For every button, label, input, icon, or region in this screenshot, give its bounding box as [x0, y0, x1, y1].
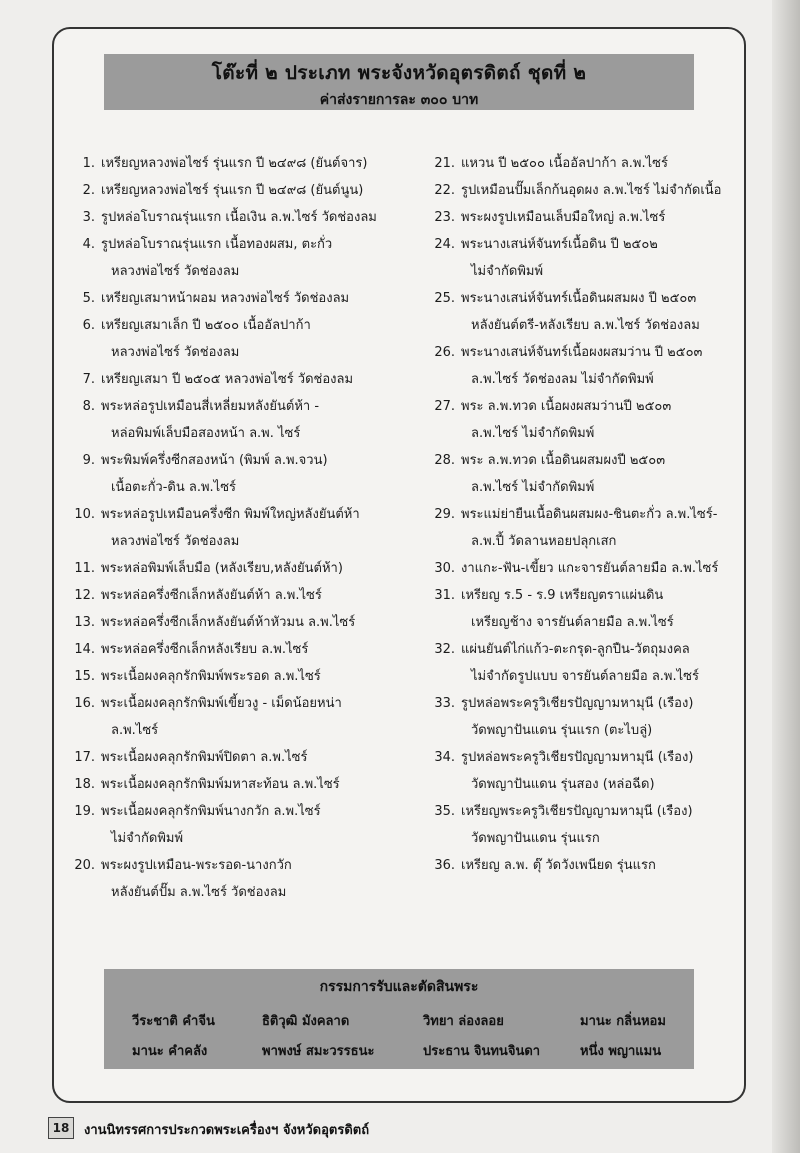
- list-item: [432, 339, 762, 366]
- list-item: [72, 312, 422, 339]
- item-text: เหรียญ ล.พ. ตุ๊ วัดวังเพนียด รุ่นแรก: [461, 858, 656, 873]
- list-item: [432, 366, 762, 393]
- committee-name: ธิติวุฒิ มังคลาด: [262, 1014, 350, 1029]
- item-number: 19.: [74, 804, 95, 819]
- item-text: แหวน ปี ๒๕๐๐ เนื้ออัลปาก้า ล.พ.ไซร์: [461, 156, 668, 171]
- item-text: รูปหล่อโบราณรุ่นแรก เนื้อทองผสม, ตะกั่ว: [101, 237, 333, 252]
- committee-name: ประธาน จินทนจินดา: [423, 1044, 541, 1059]
- footer-text: งานนิทรรศการประกวดพระเครื่องฯ จังหวัดอุตรดิตถ์: [84, 1123, 370, 1138]
- item-text: ล.พ.ไซร์ ไม่จำกัดพิมพ์: [471, 426, 595, 441]
- item-number: [432, 663, 461, 690]
- item-text: ล.พ.ไซร์ ไม่จำกัดพิมพ์: [471, 480, 595, 495]
- list-item: [72, 555, 422, 582]
- committee-name: วีระชาติ คำจีน: [132, 1014, 215, 1029]
- item-text: วัดพญาปันแดน รุ่นแรก (ตะไบลู่): [471, 723, 653, 738]
- item-number: 5.: [82, 291, 95, 306]
- item-text: หลวงพ่อไซร์ วัดช่องลม: [111, 534, 240, 549]
- list-item: [72, 366, 422, 393]
- list-item: [72, 474, 422, 501]
- item-number: 26.: [434, 345, 455, 360]
- item-number: 2.: [82, 183, 95, 198]
- list-item: [72, 609, 422, 636]
- list-item: [72, 258, 422, 285]
- item-text: พระหล่อครึ่งซีกเล็กหลังยันต์ห้าหัวมน ล.พ.ไซร์: [101, 615, 356, 630]
- item-text: พระหล่อรูปเหมือนครึ่งซีก พิมพ์ใหญ่หลังยันต์ห้า: [101, 507, 360, 522]
- list-item: [432, 393, 762, 420]
- item-number: 8.: [82, 399, 95, 414]
- item-number: 33.: [434, 696, 455, 711]
- item-list-right: [432, 150, 762, 879]
- item-text: พระแม่ย่ายืนเนื้อดินผสมผง-ชินตะกั่ว ล.พ.ไซร์-: [461, 507, 718, 522]
- list-item: [432, 474, 762, 501]
- item-text: ไม่จำกัดพิมพ์: [111, 831, 184, 846]
- item-number: 29.: [434, 507, 455, 522]
- list-item: [72, 231, 422, 258]
- item-number: 12.: [74, 588, 95, 603]
- item-text: งาแกะ-ฟัน-เขี้ยว แกะจารยันต์ลายมือ ล.พ.ไซร์: [461, 561, 719, 576]
- item-text: เหรียญ ร.5 - ร.9 เหรียญตราแผ่นดิน: [461, 588, 664, 603]
- item-number: 13.: [74, 615, 95, 630]
- item-text: พระเนื้อผงคลุกรักพิมพ์มหาสะท้อน ล.พ.ไซร์: [101, 777, 340, 792]
- list-item: [432, 717, 762, 744]
- committee-name: มานะ คำคลัง: [132, 1044, 208, 1059]
- item-number: 15.: [74, 669, 95, 684]
- list-item: [432, 663, 762, 690]
- item-number: [432, 609, 461, 636]
- item-number: [72, 879, 101, 906]
- item-text: พระเนื้อผงคลุกรักพิมพ์ปิดตา ล.พ.ไซร์: [101, 750, 308, 765]
- item-number: [432, 420, 461, 447]
- item-number: 30.: [434, 561, 455, 576]
- item-number: [432, 474, 461, 501]
- item-text: เหรียญเสมาหน้าผอม หลวงพ่อไซร์ วัดช่องลม: [101, 291, 350, 306]
- item-number: 14.: [74, 642, 95, 657]
- item-list-left: [72, 150, 422, 906]
- item-text: พระพิมพ์ครึ่งซีกสองหน้า (พิมพ์ ล.พ.จวน): [101, 453, 328, 468]
- item-number: 16.: [74, 696, 95, 711]
- item-number: [72, 474, 101, 501]
- item-text: พระนางเสน่ห์จันทร์เนื้อผงผสมว่าน ปี ๒๕๐๓: [461, 345, 703, 360]
- list-item: [72, 663, 422, 690]
- item-number: 18.: [74, 777, 95, 792]
- list-item: [72, 204, 422, 231]
- item-text: พระนางเสน่ห์จันทร์เนื้อดินผสมผง ปี ๒๕๐๓: [461, 291, 697, 306]
- list-item: [72, 447, 422, 474]
- item-text: พระเนื้อผงคลุกรักพิมพ์เขี้ยวงู - เม็ดน้อยหน่า: [101, 696, 342, 711]
- item-text: พระเนื้อผงคลุกรักพิมพ์นางกวัก ล.พ.ไซร์: [101, 804, 321, 819]
- item-number: [72, 339, 101, 366]
- item-number: [432, 528, 461, 555]
- list-item: [72, 690, 422, 717]
- item-text: รูปหล่อโบราณรุ่นแรก เนื้อเงิน ล.พ.ไซร์ วัดช่องลม: [101, 210, 377, 225]
- item-number: 35.: [434, 804, 455, 819]
- list-item: [72, 771, 422, 798]
- list-item: [72, 717, 422, 744]
- item-number: 25.: [434, 291, 455, 306]
- item-text: พระหล่อครึ่งซีกเล็กหลังเรียบ ล.พ.ไซร์: [101, 642, 309, 657]
- item-text: พระเนื้อผงคลุกรักพิมพ์พระรอด ล.พ.ไซร์: [101, 669, 321, 684]
- item-text: หลวงพ่อไซร์ วัดช่องลม: [111, 345, 240, 360]
- list-item: [72, 150, 422, 177]
- item-number: 1.: [82, 156, 95, 171]
- item-text: เหรียญหลวงพ่อไซร์ รุ่นแรก ปี ๒๔๙๘ (ยันต์นูน): [101, 183, 364, 198]
- item-text: วัดพญาปันแดน รุ่นแรก: [471, 831, 600, 846]
- list-item: [432, 447, 762, 474]
- item-number: [72, 420, 101, 447]
- page-number: 18: [48, 1117, 74, 1139]
- item-number: 32.: [434, 642, 455, 657]
- item-text: เหรียญช้าง จารยันต์ลายมือ ล.พ.ไซร์: [471, 615, 674, 630]
- list-item: [432, 636, 762, 663]
- page-subtitle: ค่าส่งรายการละ ๓๐๐ บาท: [319, 92, 479, 108]
- list-item: [72, 420, 422, 447]
- list-item: [432, 285, 762, 312]
- item-text: พระนางเสน่ห์จันทร์เนื้อดิน ปี ๒๕๐๒: [461, 237, 658, 252]
- item-text: พระ ล.พ.ทวด เนื้อผงผสมว่านปี ๒๕๐๓: [461, 399, 672, 414]
- list-item: [72, 528, 422, 555]
- item-number: 7.: [82, 372, 95, 387]
- list-item: [432, 312, 762, 339]
- item-text: รูปเหมือนปั๊มเล็กก้นอุดผง ล.พ.ไซร์ ไม่จำกัดเนื้อ: [461, 183, 722, 198]
- item-text: ล.พ.ปี้ วัดลานหอยปลุกเสก: [471, 534, 617, 549]
- item-number: 4.: [82, 237, 95, 252]
- item-number: 20.: [74, 858, 95, 873]
- list-item: [72, 744, 422, 771]
- item-text: หลังยันต์ตรี-หลังเรียบ ล.พ.ไซร์ วัดช่องลม: [471, 318, 700, 333]
- item-text: พระหล่อครึ่งซีกเล็กหลังยันต์ห้า ล.พ.ไซร์: [101, 588, 322, 603]
- item-text: พระหล่อพิมพ์เล็บมือ (หลังเรียบ,หลังยันต์ห้า): [101, 561, 343, 576]
- item-text: ล.พ.ไซร์ วัดช่องลม ไม่จำกัดพิมพ์: [471, 372, 654, 387]
- page-title: โต๊ะที่ ๒ ประเภท พระจังหวัดอุตรดิตถ์ ชุดที่ ๒: [211, 62, 587, 84]
- committee-name: มานะ กลิ่นหอม: [580, 1014, 666, 1029]
- item-number: 3.: [82, 210, 95, 225]
- item-text: พระ ล.พ.ทวด เนื้อดินผสมผงปี ๒๕๐๓: [461, 453, 666, 468]
- list-item: [72, 177, 422, 204]
- list-item: [432, 501, 762, 528]
- item-number: 9.: [82, 453, 95, 468]
- page-edge-shadow: [772, 0, 800, 1153]
- item-text: หลวงพ่อไซร์ วัดช่องลม: [111, 264, 240, 279]
- item-text: รูปหล่อพระครูวิเชียรปัญญามหามุนี (เรือง): [461, 750, 694, 765]
- list-item: [432, 555, 762, 582]
- committee-name: พาพงษ์ สมะวรรธนะ: [262, 1044, 375, 1059]
- item-number: [72, 825, 101, 852]
- item-text: หลังยันต์ปั๊ม ล.พ.ไซร์ วัดช่องลม: [111, 885, 287, 900]
- item-text: เหรียญพระครูวิเชียรปัญญามหามุนี (เรือง): [461, 804, 693, 819]
- committee-title: กรรมการรับและตัดสินพระ: [319, 979, 479, 995]
- item-text: พระหล่อรูปเหมือนสี่เหลี่ยมหลังยันต์ห้า -: [101, 399, 320, 414]
- list-item: [432, 690, 762, 717]
- item-number: [72, 528, 101, 555]
- item-number: 28.: [434, 453, 455, 468]
- item-number: [72, 717, 101, 744]
- list-item: [432, 528, 762, 555]
- list-item: [72, 285, 422, 312]
- list-item: [72, 825, 422, 852]
- list-item: [72, 879, 422, 906]
- item-number: 34.: [434, 750, 455, 765]
- list-item: [432, 744, 762, 771]
- item-text: แผ่นยันต์ไก่แก้ว-ตะกรุด-ลูกปืน-วัตถุมงคล: [461, 642, 690, 657]
- list-item: [432, 852, 762, 879]
- list-item: [432, 420, 762, 447]
- item-text: วัดพญาปันแดน รุ่นสอง (หล่อฉีด): [471, 777, 655, 792]
- list-item: [72, 636, 422, 663]
- item-text: ไม่จำกัดพิมพ์: [471, 264, 544, 279]
- committee-name: หนึ่ง พญาแมน: [580, 1044, 662, 1059]
- item-text: ไม่จำกัดรูปแบบ จารยันต์ลายมือ ล.พ.ไซร์: [471, 669, 699, 684]
- item-text: ล.พ.ไซร์: [111, 723, 159, 738]
- item-number: 21.: [434, 156, 455, 171]
- committee-name: วิทยา ล่องลอย: [423, 1014, 504, 1029]
- list-item: [432, 609, 762, 636]
- item-number: 17.: [74, 750, 95, 765]
- item-text: พระผงรูปเหมือน-พระรอด-นางกวัก: [101, 858, 292, 873]
- list-item: [72, 852, 422, 879]
- item-text: เหรียญเสมาเล็ก ปี ๒๕๐๐ เนื้ออัลปาก้า: [101, 318, 311, 333]
- list-item: [432, 177, 762, 204]
- list-item: [432, 204, 762, 231]
- item-number: [432, 771, 461, 798]
- list-item: [432, 231, 762, 258]
- item-number: 11.: [74, 561, 95, 576]
- item-number: 22.: [434, 183, 455, 198]
- item-number: 24.: [434, 237, 455, 252]
- item-number: 6.: [82, 318, 95, 333]
- item-text: พระผงรูปเหมือนเล็บมือใหญ่ ล.พ.ไซร์: [461, 210, 666, 225]
- item-number: [432, 258, 461, 285]
- item-number: 31.: [434, 588, 455, 603]
- item-text: หล่อพิมพ์เล็บมือสองหน้า ล.พ. ไซร์: [111, 426, 301, 441]
- list-item: [72, 339, 422, 366]
- item-number: 23.: [434, 210, 455, 225]
- list-item: [72, 393, 422, 420]
- list-item: [432, 798, 762, 825]
- item-number: [432, 312, 461, 339]
- list-item: [72, 501, 422, 528]
- list-item: [432, 150, 762, 177]
- item-number: 10.: [74, 507, 95, 522]
- item-number: 27.: [434, 399, 455, 414]
- item-text: เหรียญเสมา ปี ๒๕๐๕ หลวงพ่อไซร์ วัดช่องลม: [101, 372, 354, 387]
- item-number: [432, 366, 461, 393]
- list-item: [432, 771, 762, 798]
- item-text: รูปหล่อพระครูวิเชียรปัญญามหามุนี (เรือง): [461, 696, 694, 711]
- list-item: [432, 582, 762, 609]
- item-number: 36.: [434, 858, 455, 873]
- list-item: [72, 582, 422, 609]
- item-number: [72, 258, 101, 285]
- item-number: [432, 825, 461, 852]
- list-item: [72, 798, 422, 825]
- list-item: [432, 825, 762, 852]
- item-text: เหรียญหลวงพ่อไซร์ รุ่นแรก ปี ๒๔๙๘ (ยันต์จาร): [101, 156, 368, 171]
- item-number: [432, 717, 461, 744]
- item-text: เนื้อตะกั่ว-ดิน ล.พ.ไซร์: [111, 480, 237, 495]
- list-item: [432, 258, 762, 285]
